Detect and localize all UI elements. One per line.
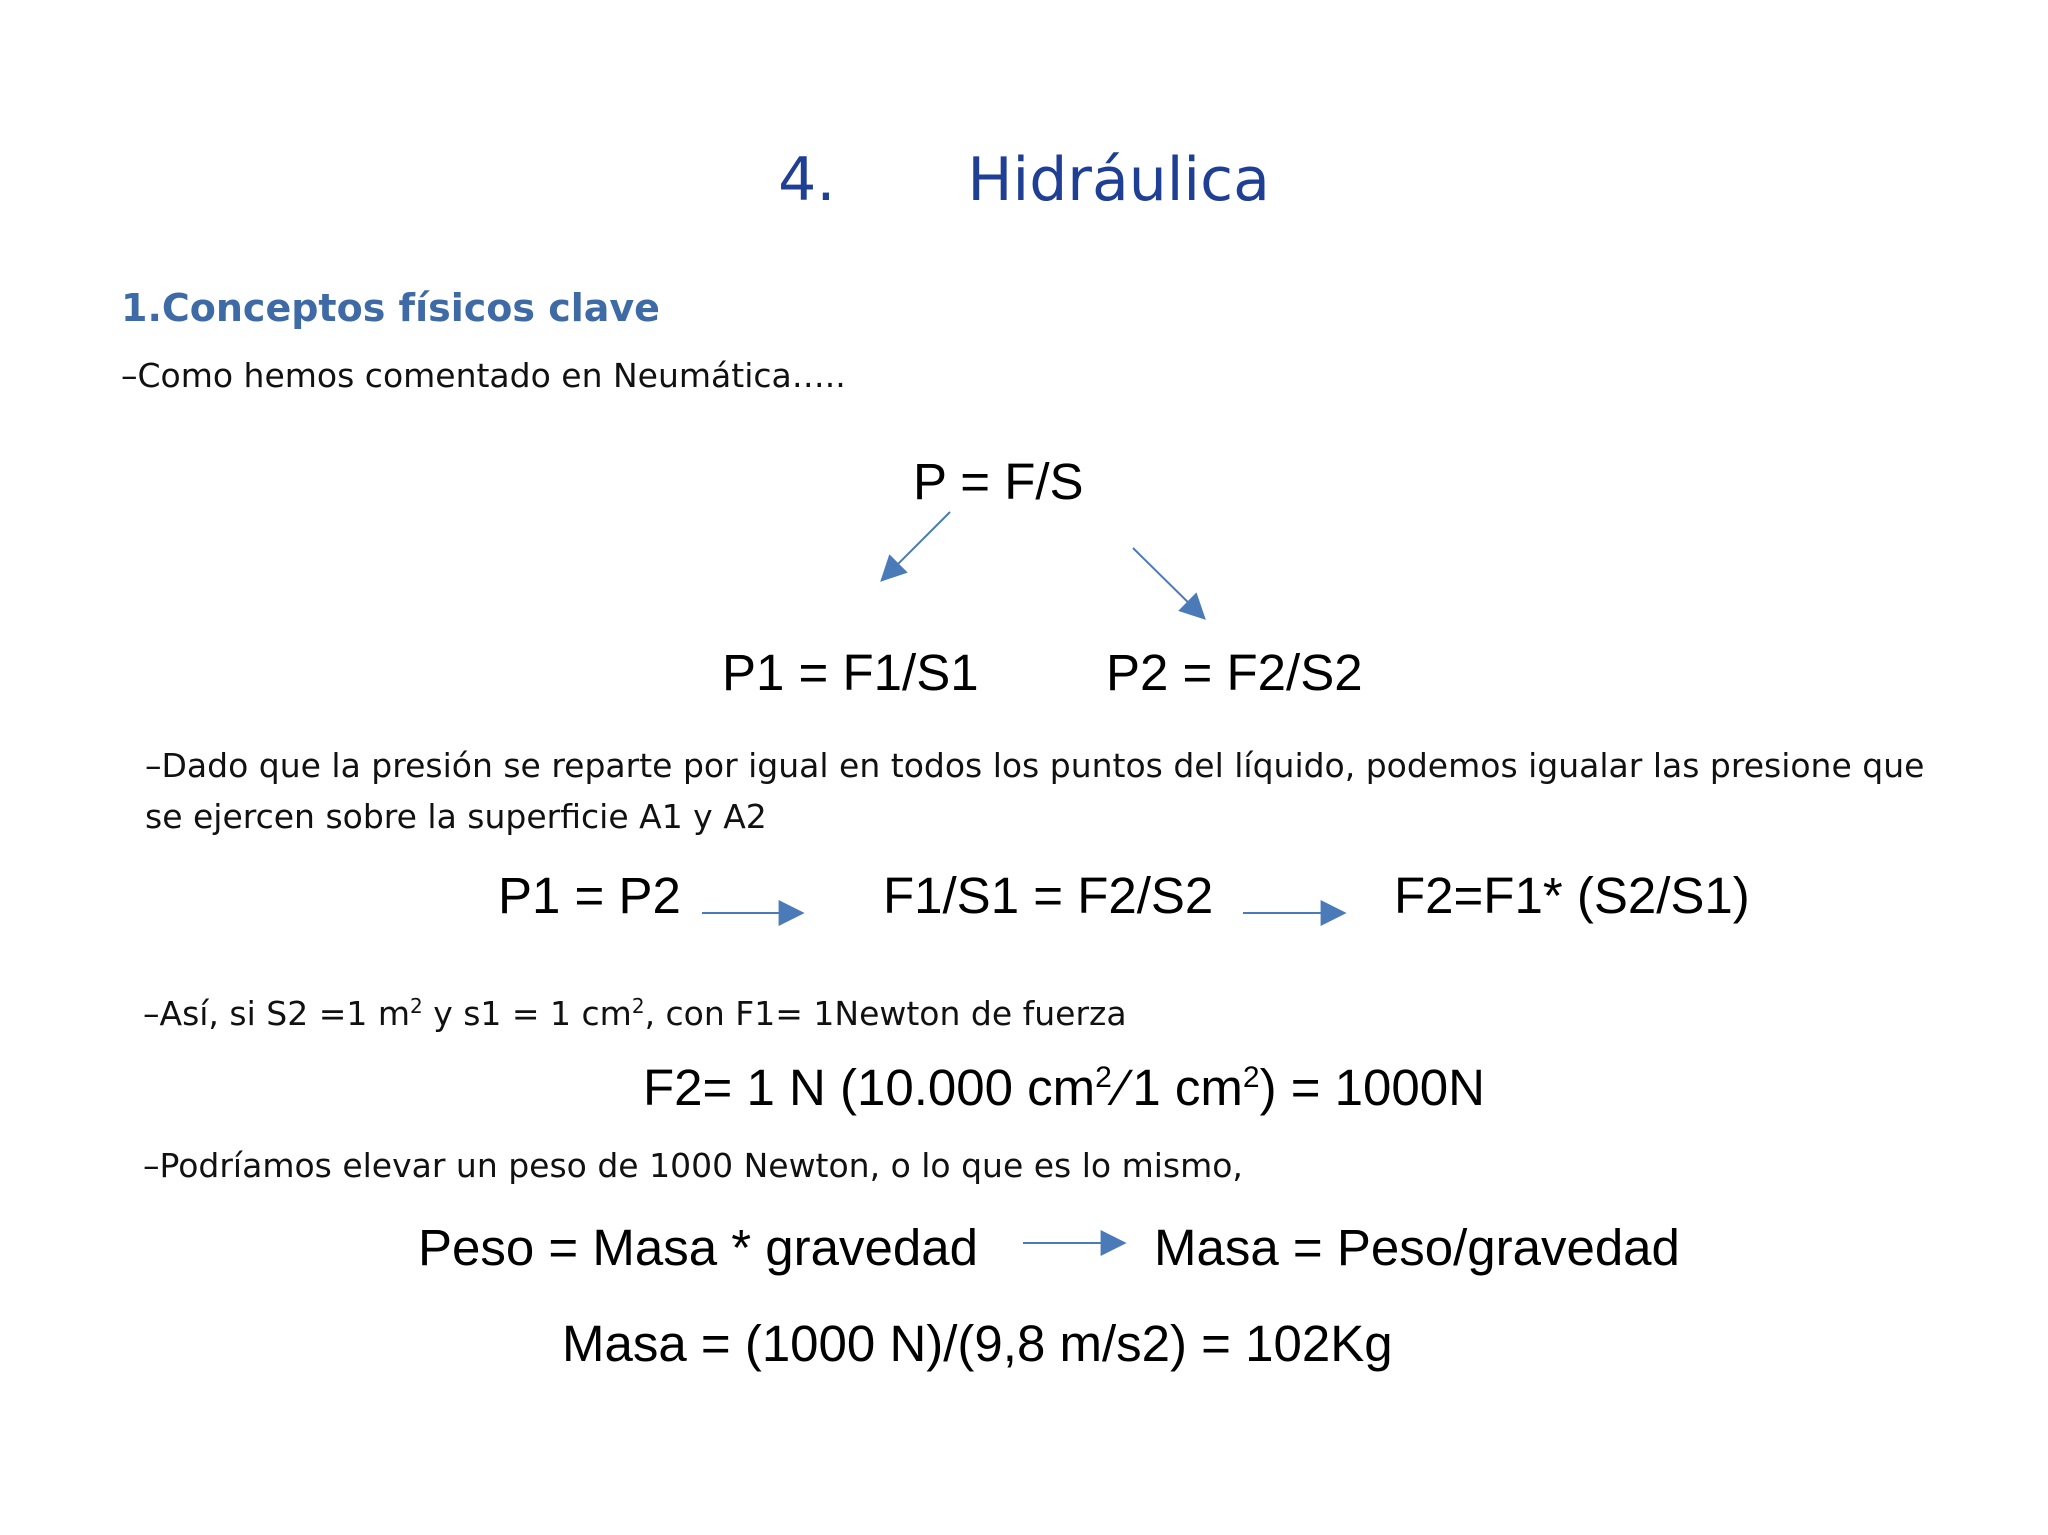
mass-equation: Masa = (1000 N)/(9,8 m/s2) = 102Kg	[562, 1315, 1393, 1372]
title-text: Hidráulica	[967, 145, 1270, 215]
weight-equation-a: Peso = Masa * gravedad	[418, 1219, 978, 1276]
formula-p2: P2 = F2/S2	[1106, 644, 1363, 701]
example-sup-1: 2	[409, 994, 423, 1018]
result-sup-2: 2	[1242, 1061, 1260, 1094]
example-prefix: –Así, si S2 =1 m	[143, 994, 410, 1033]
result-slash: ⁄	[1117, 1059, 1127, 1116]
arrow-left-icon	[882, 512, 950, 580]
result-start: F2= 1 N (10.000 cm	[643, 1059, 1096, 1116]
lift-text: –Podríamos elevar un peso de 1000 Newton, o lo que es lo mismo,	[143, 1146, 1243, 1185]
chain-equation-c: F2=F1* (S2/S1)	[1394, 867, 1750, 924]
section-heading: 1.Conceptos físicos clave	[121, 286, 660, 330]
chain-equation-b: F1/S1 = F2/S2	[883, 867, 1214, 924]
example-suffix: , con F1= 1Newton de fuerza	[644, 994, 1127, 1033]
example-mid: y s1 = 1 cm	[422, 994, 632, 1033]
result-sup-1: 2	[1095, 1061, 1112, 1094]
chain-equation-a: P1 = P2	[498, 867, 681, 924]
pressure-paragraph: –Dado que la presión se reparte por igual en todos los puntos del líquido, podemos igualar las presione que se ejercen sobre la superficie A1 y A2	[145, 746, 1925, 836]
formula-p1: P1 = F1/S1	[722, 644, 979, 701]
arrow-right-icon	[1133, 548, 1204, 618]
intro-text: –Como hemos comentado en Neumática…..	[121, 356, 846, 395]
result-mid: 1 cm	[1132, 1059, 1243, 1116]
weight-equation-b: Masa = Peso/gravedad	[1154, 1219, 1680, 1276]
result-end: ) = 1000N	[1259, 1059, 1485, 1116]
example-sup-2: 2	[631, 994, 645, 1018]
title-number: 4.	[778, 145, 836, 215]
formula-main: P = F/S	[913, 453, 1084, 510]
